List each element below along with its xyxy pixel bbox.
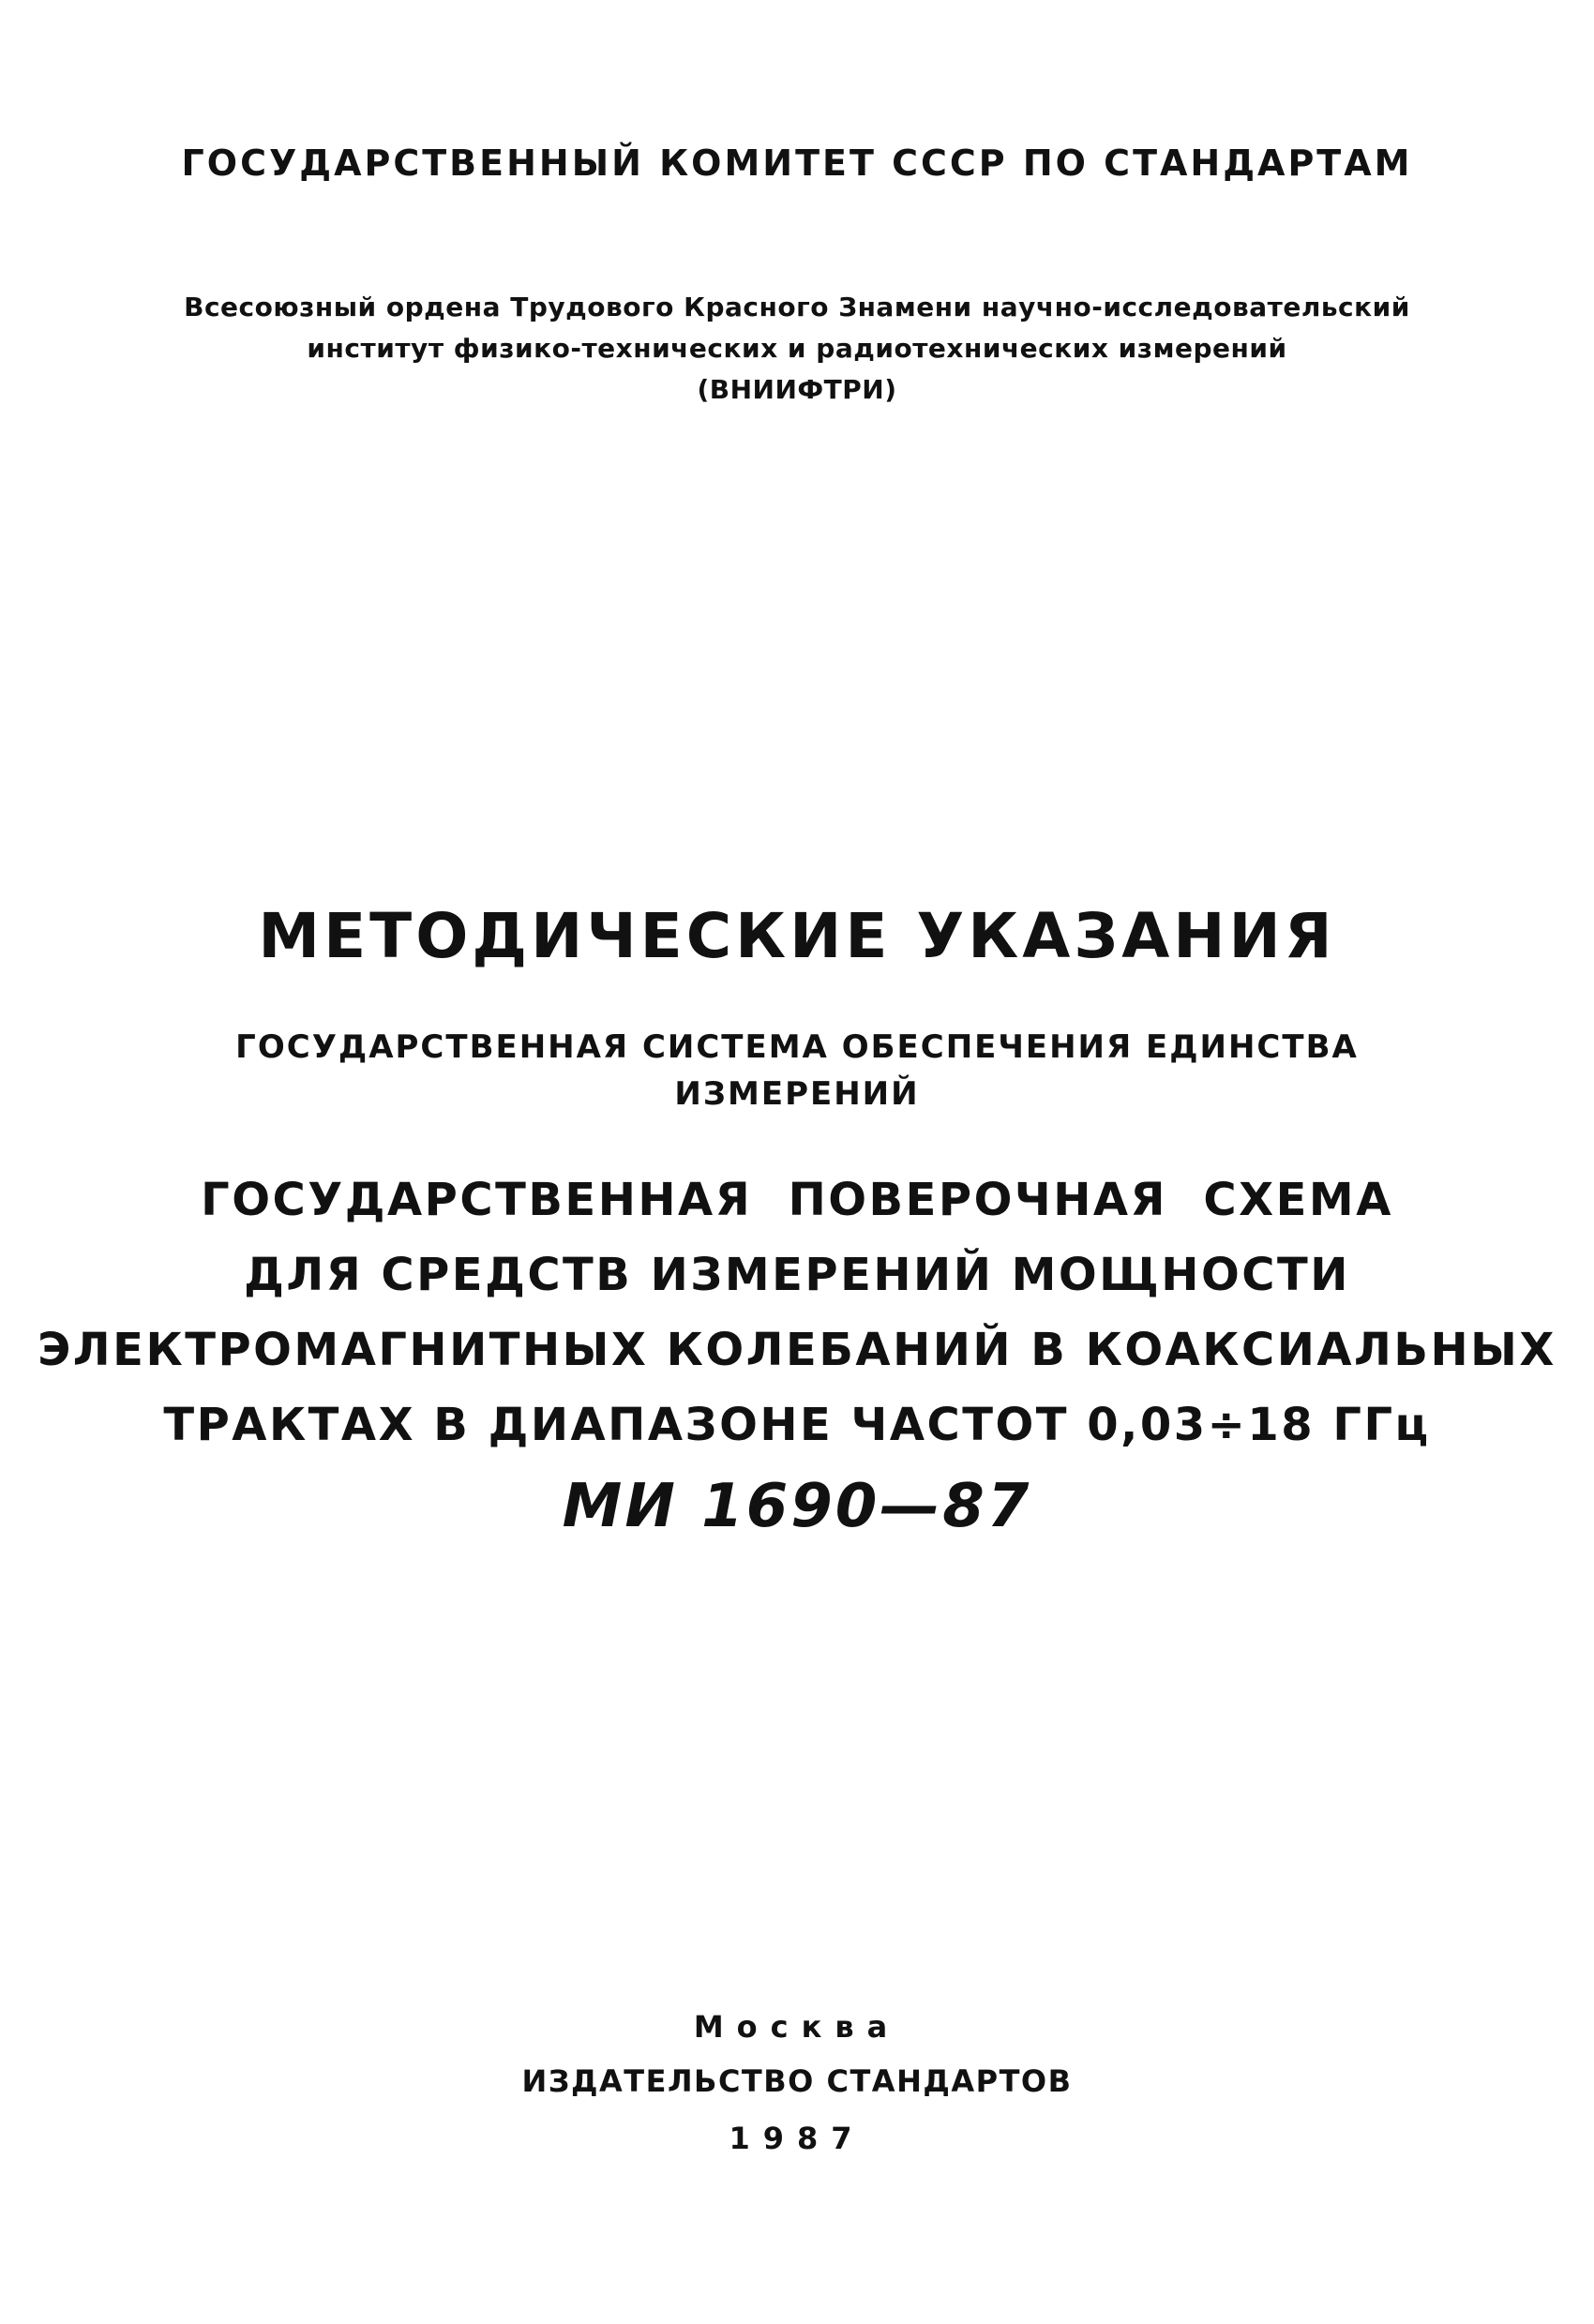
institute-name <box>0 287 1594 411</box>
publisher-name: ИЗДАТЕЛЬСТВО СТАНДАРТОВ <box>521 2063 1073 2099</box>
title-line: ГОСУДАРСТВЕННАЯ ПОВЕРОЧНАЯ СХЕМА <box>201 1174 1393 1226</box>
publication-city: Москва <box>693 2009 901 2045</box>
title-line: ТРАКТАХ В ДИАПАЗОНЕ ЧАСТОТ 0,03÷18 ГГц <box>163 1399 1431 1451</box>
system-line: ГОСУДАРСТВЕННАЯ СИСТЕМА ОБЕСПЕЧЕНИЯ ЕДИНСТВА <box>235 1028 1359 1066</box>
document-title <box>0 1162 1594 1462</box>
document-type-title: МЕТОДИЧЕСКИЕ УКАЗАНИЯ <box>258 900 1336 972</box>
title-line: ЭЛЕКТРОМАГНИТНЫХ КОЛЕБАНИЙ В КОАКСИАЛЬНЫХ <box>38 1324 1556 1376</box>
institute-line: Всесоюзный ордена Трудового Красного Знамени научно-исследовательский <box>184 292 1410 322</box>
system-subtitle <box>0 1024 1594 1117</box>
committee-heading: ГОСУДАРСТВЕННЫЙ КОМИТЕТ СССР ПО СТАНДАРТАМ <box>181 142 1413 184</box>
system-line: ИЗМЕРЕНИЙ <box>674 1075 920 1113</box>
publication-year: 1987 <box>729 2121 865 2156</box>
document-number: МИ 1690—87 <box>562 1472 1032 1541</box>
institute-line: институт физико-технических и радиотехнических измерений <box>307 333 1287 364</box>
institute-abbreviation: (ВНИИФТРИ) <box>697 374 897 405</box>
title-line: ДЛЯ СРЕДСТВ ИЗМЕРЕНИЙ МОЩНОСТИ <box>244 1249 1350 1301</box>
